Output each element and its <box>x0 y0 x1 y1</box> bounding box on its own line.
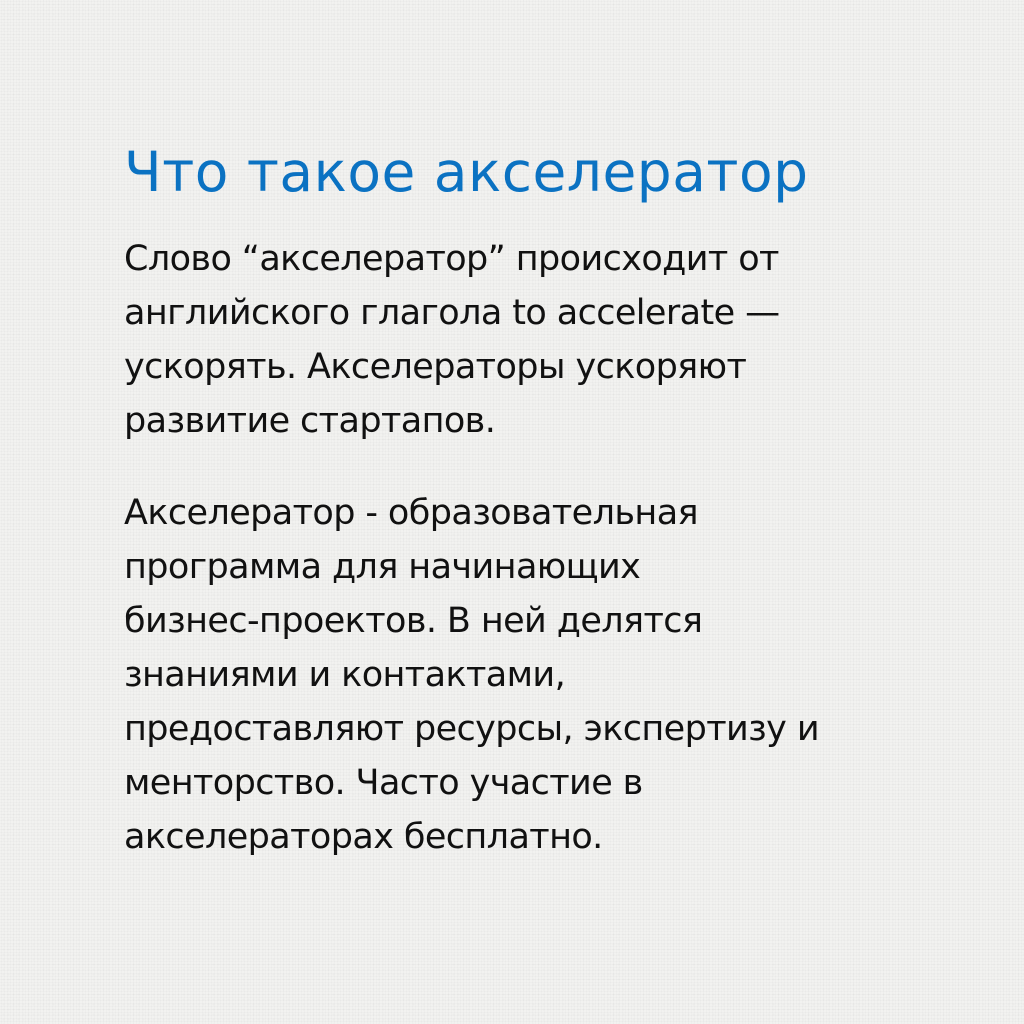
paragraph-line: предоставляют ресурсы, экспертизу и <box>124 709 819 749</box>
paragraph-line: акселераторах бесплатно. <box>124 817 603 857</box>
paragraph-line: бизнес-проектов. В ней делятся <box>124 601 703 641</box>
paragraph-line: знаниями и контактами, <box>124 655 566 695</box>
paragraph-etymology <box>124 232 944 448</box>
content-card <box>124 132 944 864</box>
paragraph-line: Акселератор - образовательная <box>124 493 698 533</box>
paragraph-line: Слово “акселератор” происходит от <box>124 239 779 279</box>
paragraph-line: английского глагола to accelerate — <box>124 293 780 333</box>
paragraph-definition <box>124 486 944 864</box>
page-title: Что такое акселератор <box>124 140 809 204</box>
paragraph-line: развитие стартапов. <box>124 401 496 441</box>
paragraph-line: менторство. Часто участие в <box>124 763 643 803</box>
paragraph-line: ускорять. Акселераторы ускоряют <box>124 347 747 387</box>
paragraph-line: программа для начинающих <box>124 547 641 587</box>
